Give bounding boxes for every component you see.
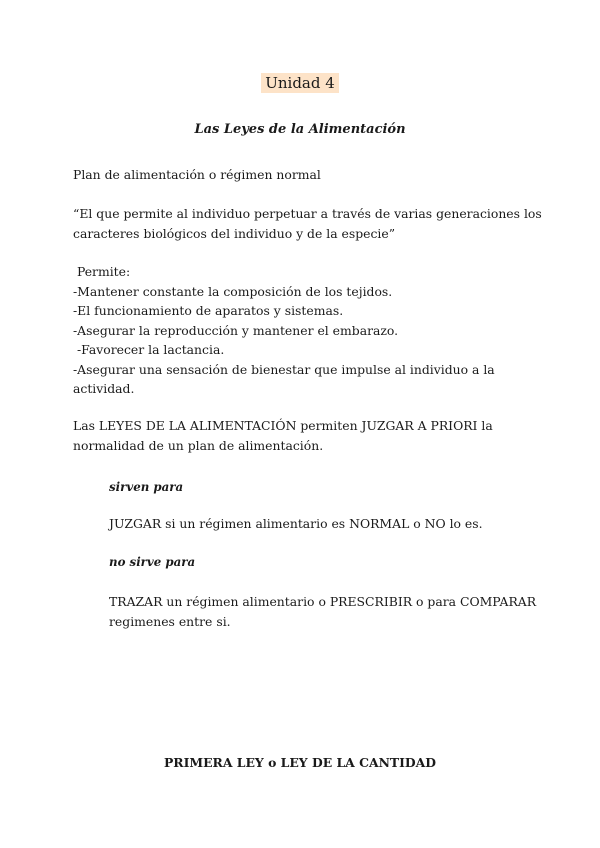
list-item-continuation: actividad. [73,381,135,396]
definition-quote [73,204,542,243]
paragraph-line: normalidad de un plan de alimentación. [73,437,324,453]
quote-line: “El que permite al individuo perpetuar a través de varias generaciones los [73,206,542,221]
sirven-text: JUZGAR si un régimen alimentario es NORMAL o NO lo es. [109,516,483,531]
sirven-label: sirven para [109,480,184,494]
leyes-paragraph [73,416,533,455]
no-sirve-text [109,592,537,631]
list-item: -Asegurar la reproducción y mantener el embarazo. [73,322,399,338]
first-law-heading: PRIMERA LEY o LEY DE LA CANTIDAD [163,755,437,770]
list-item: -Asegurar una sensación de bienestar que impulse al individuo a la [73,361,495,377]
list-item: -El funcionamiento de aparatos y sistemas. [73,303,344,318]
page-title: Las Leyes de la Alimentación [194,122,406,137]
plan-heading: Plan de alimentación o régimen normal [73,167,321,182]
unit-title-text: Unidad 4 [261,73,339,93]
list-item: -Mantener constante la composición de los tejidos. [73,283,393,299]
no-sirve-label: no sirve para [109,555,196,569]
paragraph-line: Las LEYES DE LA ALIMENTACIÓN permiten JUZGAR A PRIORI la [73,418,493,433]
permite-heading: Permite: [73,264,131,279]
list-item: -Favorecer la lactancia. [73,342,225,357]
permite-list [73,262,533,399]
paragraph-line: regimenes entre si. [109,613,231,629]
quote-line: caracteres biológicos del individuo y de la especie” [73,225,396,241]
unit-title [0,73,600,93]
paragraph-line: TRAZAR un régimen alimentario o PRESCRIBIR o para COMPARAR [109,594,537,609]
